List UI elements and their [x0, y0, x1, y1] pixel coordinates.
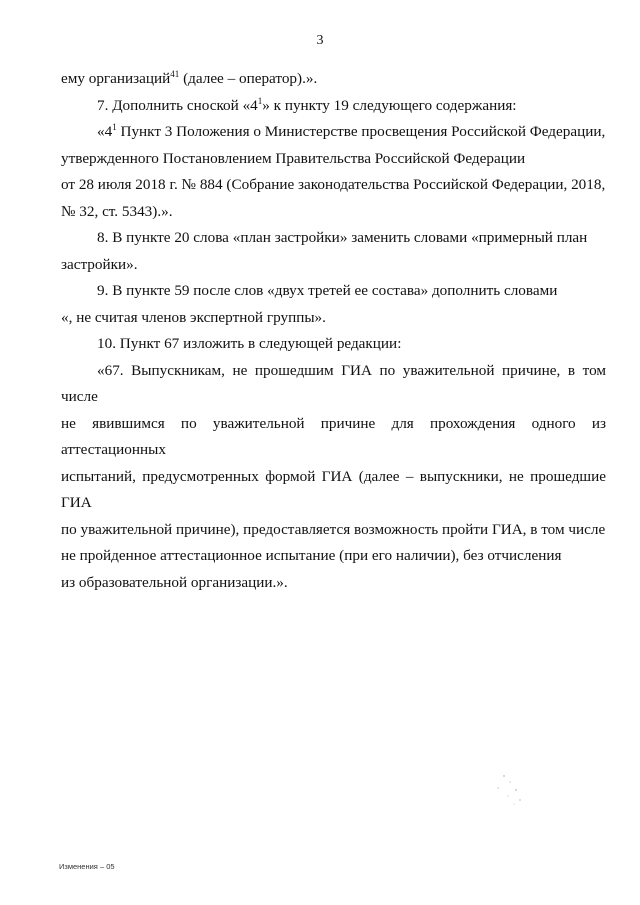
- paragraph-67-line: «67. Выпускникам, не прошедшим ГИА по уважительной причине, в том числе: [61, 361, 606, 405]
- paragraph-67-line: из образовательной организации.».: [61, 573, 288, 591]
- text: » к пункту 19 следующего содержания:: [262, 96, 517, 114]
- paragraph-continuation: [61, 66, 606, 93]
- footnote-ref: 1: [112, 122, 117, 132]
- text: ему организаций: [61, 70, 171, 87]
- paragraph-item-8-cont: застройки».: [61, 255, 138, 273]
- footer-note: Изменения – 05: [59, 862, 115, 871]
- text: (далее – оператор).».: [179, 70, 318, 87]
- footnote-quote-line: № 32, ст. 5343).».: [61, 202, 173, 220]
- footnote-ref-sub: 1: [174, 69, 180, 79]
- paragraph-67-line: не пройденное аттестационное испытание (при его наличии), без отчисления: [61, 547, 562, 564]
- footnote-quote-line: от 28 июля 2018 г. № 884 (Собрание законодательства Российской Федерации, 2018,: [61, 176, 606, 193]
- paragraph-67-line: не явившимся по уважительной причине для прохождения одного из аттестационных: [61, 414, 606, 458]
- scan-specks: [490, 770, 530, 810]
- paragraph-item-10: 10. Пункт 67 изложить в следующей редакции:: [97, 335, 402, 352]
- paragraph-item-9-cont: «, не считая членов экспертной группы».: [61, 308, 326, 326]
- footnote-ref-number: 4: [170, 69, 175, 79]
- page-number: 3: [316, 33, 324, 48]
- footnote-ref: [170, 69, 179, 79]
- footnote-quote: [61, 119, 606, 146]
- document-body: [61, 66, 606, 596]
- paragraph-item-9: 9. В пункте 59 после слов «двух третей ее состава» дополнить словами: [97, 282, 558, 299]
- footnote-ref: 1: [257, 95, 263, 106]
- text: Пункт 3 Положения о Министерстве просвещения Российской Федерации,: [116, 123, 606, 140]
- footnote-quote-line: утвержденного Постановлением Правительства Российской Федерации: [61, 149, 526, 167]
- paragraph-67-line: по уважительной причине), предоставляется возможность пройти ГИА, в том числе: [61, 520, 606, 538]
- text: 7. Дополнить сноской «4: [97, 96, 258, 114]
- paragraph-item-8: 8. В пункте 20 слова «план застройки» заменить словами «примерный план: [97, 229, 588, 246]
- text: «4: [97, 123, 113, 140]
- paragraph-67-line: испытаний, предусмотренных формой ГИА (далее – выпускники, не прошедшие ГИА: [61, 467, 606, 511]
- paragraph-item-7: [61, 93, 606, 120]
